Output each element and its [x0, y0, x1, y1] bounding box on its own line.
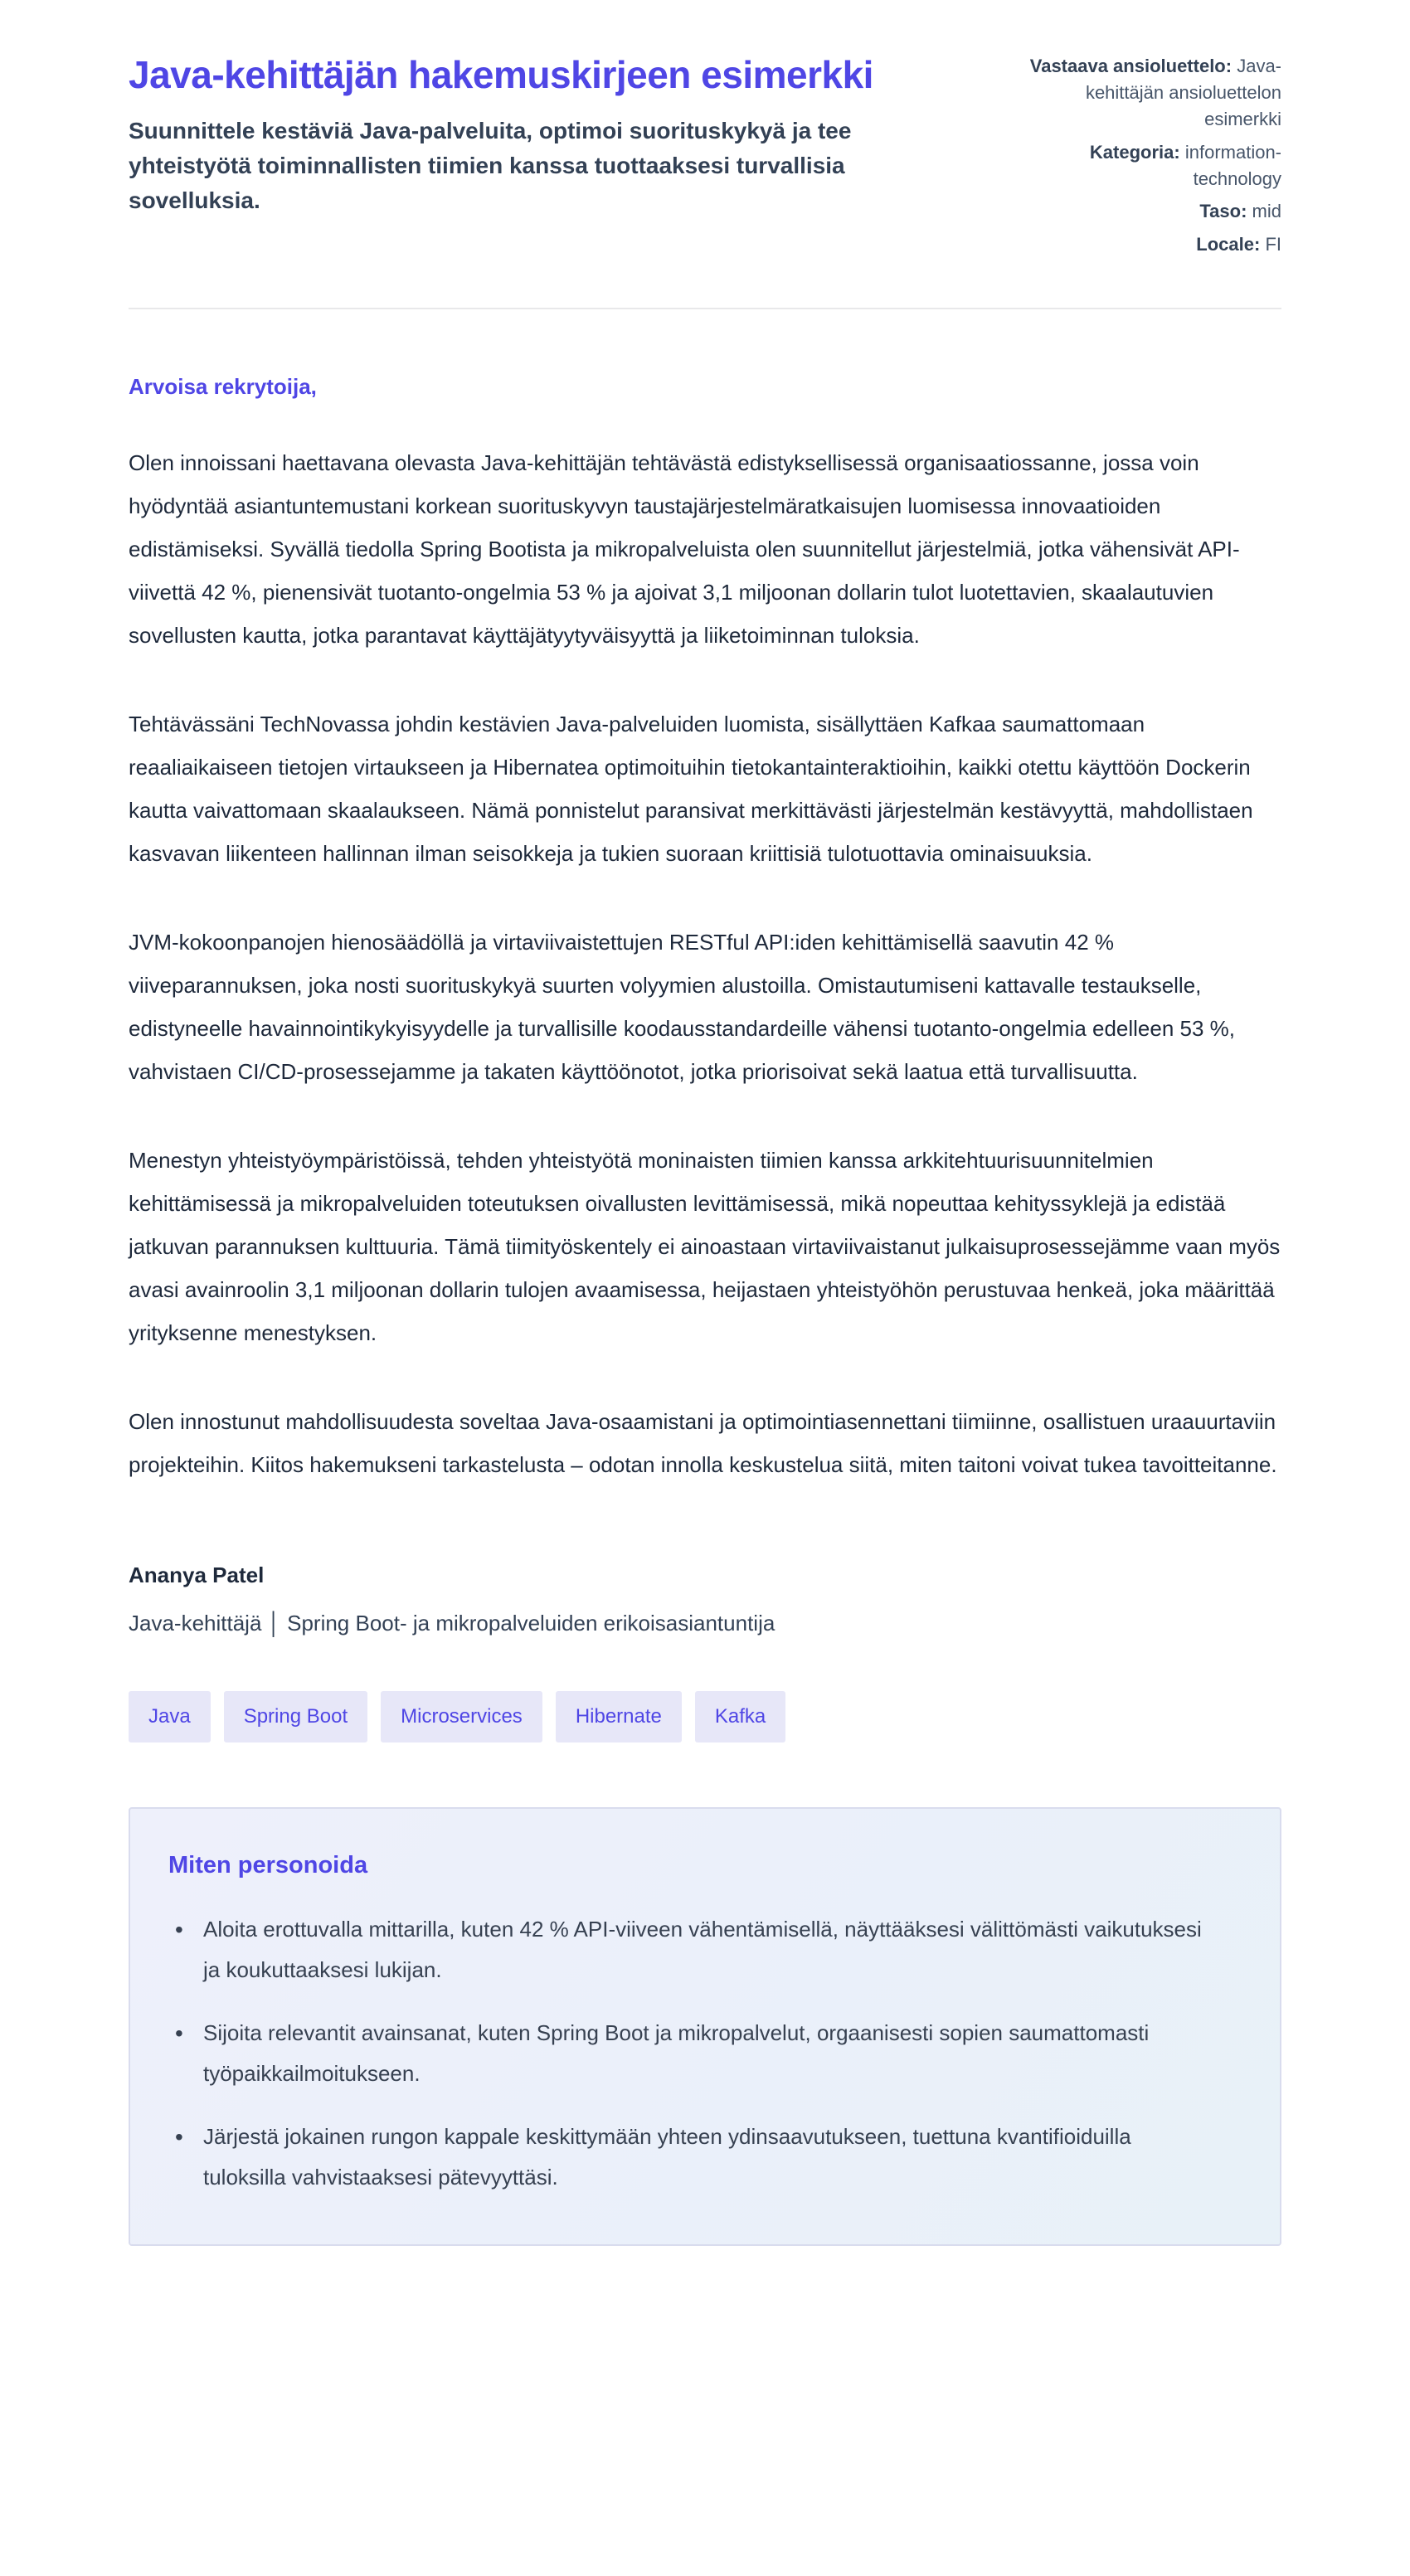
tips-item-1: • Aloita erottuvalla mittarilla, kuten 42 % API-viiveen vähentämisellä, näyttääksesi välittömästi vaikutuksesi ja koukuttaaksesi lukijan.	[168, 1909, 1213, 1990]
meta-row-locale	[1024, 231, 1281, 258]
header-meta-block	[1024, 53, 1281, 265]
page-subtitle: Suunnittele kestäviä Java-palveluita, optimoi suorituskykyä ja tee yhteistyötä toiminnallisten tiimien kanssa tuottaaksesi turvallisia sovelluksia.	[129, 118, 852, 214]
meta-value: FI	[1265, 234, 1281, 255]
meta-row-level	[1024, 198, 1281, 225]
letter-paragraph-1: Olen innoissani haettavana olevasta Java-kehittäjän tehtävästä edistyksellisessä organisaatiossanne, jossa voin hyödyntää asiantuntemustani korkean suorituskyvyn taustajärjestelmäratkaisujen luomisessa innovaatioiden edistämiseksi. Syvällä tiedolla Spring Bootista ja mikropalveluista olen suunnitellut järjestelmiä, jotka vähensivät API-viivettä 42 %, pienensivät tuotanto-ongelmia 53 % ja ajoivat 3,1 miljoonan dollarin tulot luotettavien, skaalautuvien sovellusten kautta, jotka parantavat käyttäjätyytyväisyyttä ja liiketoiminnan tuloksia.	[129, 450, 1240, 649]
header-divider	[129, 308, 1281, 309]
tag-chip-kafka[interactable]: Kafka	[695, 1691, 785, 1742]
page-header	[129, 48, 1281, 265]
letter-greeting: Arvoisa rekrytoija,	[129, 374, 317, 400]
meta-row-category	[1024, 139, 1281, 192]
letter-paragraph-2: Tehtävässäni TechNovassa johdin kestävien Java-palveluiden luomista, sisällyttäen Kafkaa saumattomaan reaaliaikaiseen tietojen virtaukseen ja Hibernatea optimoituihin tietokantainteraktioihin, kaikki otettu käyttöön Dockerin kautta vaivattomaan skaalaukseen. Nämä ponnistelut paransivat merkittävästi järjestelmän kestävyyttä, mahdollistaen kasvavan liikenteen hallinnan ilman seisokkeja ja tukien suoraan kriittisiä tulotuottavia ominaisuuksia.	[129, 712, 1253, 867]
meta-value: mid	[1252, 201, 1281, 222]
tips-title: Miten personoida	[168, 1852, 368, 1879]
letter-paragraph-3: JVM-kokoonpanojen hienosäädöllä ja virtaviivaistettujen RESTful API:iden kehittämisellä saavutin 42 % viiveparannuksen, joka nosti suorituskykyä suurten volyymien alustoilla. Omistautumiseni kattavalle testaukselle, edistyneelle havainnointikykyisyydelle ja turvallisille koodausstandardeille vähensi tuotanto-ongelmia edelleen 53 %, vahvistaen CI/CD-prosessejamme ja takaten käyttöönotot, jotka priorisoivat sekä laatua että turvallisuutta.	[129, 930, 1236, 1085]
letter-paragraph-5: Olen innostunut mahdollisuudesta soveltaa Java-osaamistani ja optimointiasennettani tiimiinne, osallistuen uraauurtaviin projekteihin. Kiitos hakemukseni tarkastelusta – odotan innolla keskustelua siitä, miten taitoni voivat tukea tavoitteitanne.	[129, 1409, 1277, 1478]
letter-paragraph-4: Menestyn yhteistyöympäristöissä, tehden yhteistyötä moninaisten tiimien kanssa arkkitehtuurisuunnitelmien kehittämisessä ja mikropalveluiden toteutuksen oivallusten levittämisessä, mikä nopeuttaa kehityssyklejä ja edistää jatkuvan parannuksen kulttuuria. Tämä tiimityöskentely ei ainoastaan virtaviivaistanut julkaisuprosessejämme vaan myös avasi avainroolin 3,1 miljoonan dollarin tulojen avaamisessa, heijastaen yhteistyöhön perustuvaa henkeä, joka määrittää yrityksenne menestyksen.	[129, 1148, 1281, 1346]
meta-label: Taso:	[1199, 201, 1247, 222]
signature-role: Java-kehittäjä │ Spring Boot- ja mikropalveluiden erikoisasiantuntija	[129, 1611, 776, 1636]
letter-body	[129, 374, 1281, 1640]
tips-item-2: • Sijoita relevantit avainsanat, kuten Spring Boot ja mikropalvelut, orgaanisesti sopien saumattomasti työpaikkailmoitukseen.	[168, 2013, 1213, 2094]
meta-row-matching-resume	[1024, 53, 1281, 133]
header-title-block	[129, 48, 925, 218]
tag-chip-java[interactable]: Java	[129, 1691, 211, 1742]
tag-chip-spring-boot[interactable]: Spring Boot	[224, 1691, 367, 1742]
meta-label: Kategoria:	[1089, 141, 1180, 163]
meta-label: Vastaava ansioluettelo:	[1029, 56, 1233, 76]
meta-value: Java-kehittäjän ansioluettelon esimerkki	[1085, 56, 1281, 129]
personalization-tips-box	[129, 1807, 1281, 2246]
tag-chip-hibernate[interactable]: Hibernate	[556, 1691, 682, 1742]
tips-item-3: • Järjestä jokainen rungon kappale keskittymään yhteen ydinsaavutukseen, tuettuna kvantifioiduilla tuloksilla vahvistaaksesi pätevyyttäsi.	[168, 2117, 1213, 2198]
meta-value: information-technology	[1184, 141, 1281, 189]
meta-label: Locale:	[1196, 234, 1261, 255]
page-title: Java-kehittäjän hakemuskirjeen esimerkki	[129, 53, 873, 96]
signature-name: Ananya Patel	[129, 1563, 265, 1588]
tag-chip-microservices[interactable]: Microservices	[381, 1691, 542, 1742]
skill-tags	[129, 1691, 1281, 1742]
tips-list	[168, 1909, 1240, 2198]
